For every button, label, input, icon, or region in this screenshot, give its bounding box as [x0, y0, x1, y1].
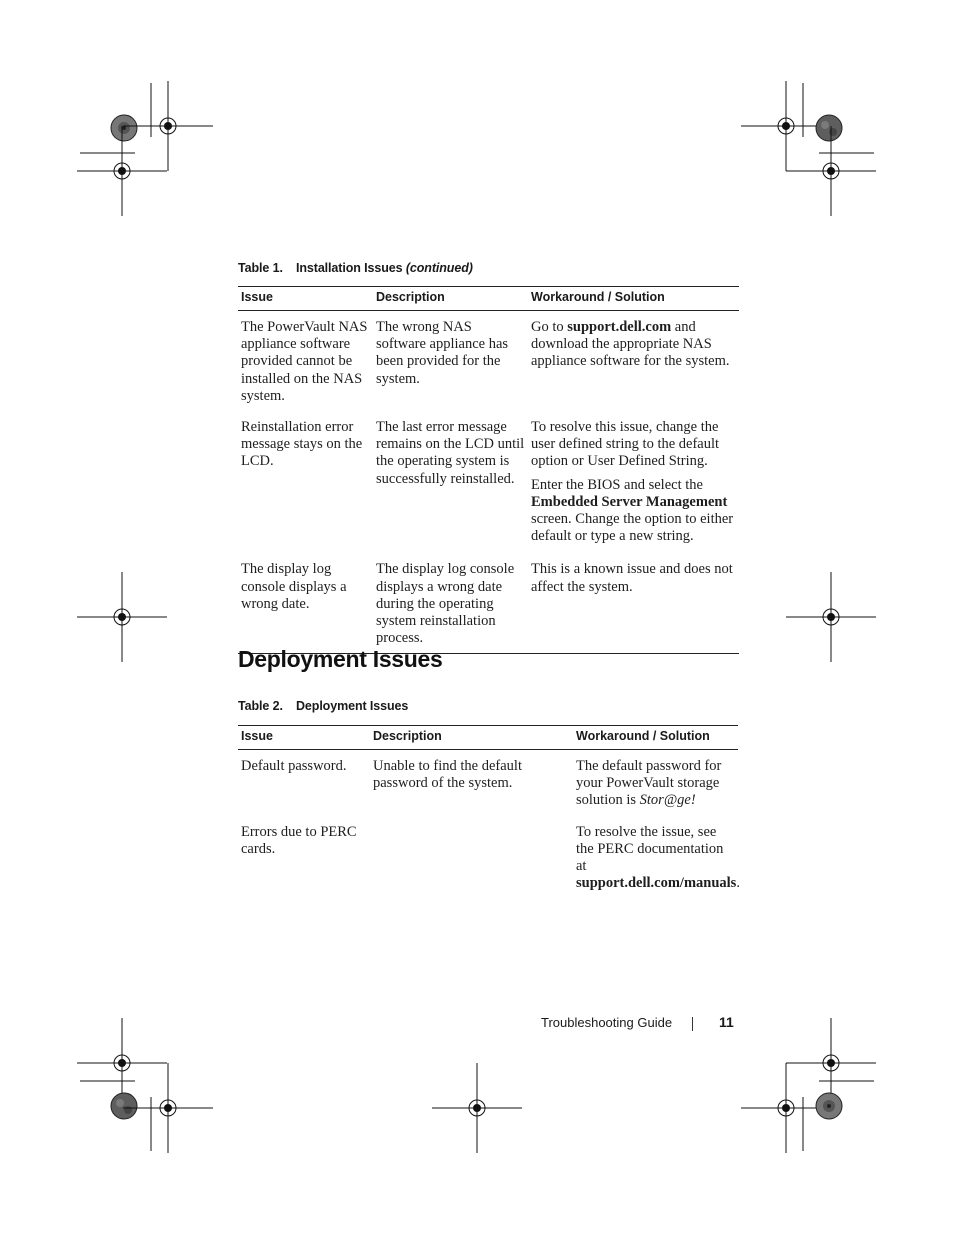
- manuals-link[interactable]: support.dell.com/manuals: [576, 875, 737, 892]
- table-row: [238, 750, 738, 818]
- mottled-mark-icon: [111, 1093, 137, 1119]
- issue-cell: The display log console displays a wrong date.: [238, 555, 373, 654]
- description-cell: The wrong NAS software appliance has been provided for the system.: [376, 319, 509, 387]
- deployment-issues-table: [238, 725, 738, 892]
- issue-cell: Default password.: [241, 758, 347, 774]
- default-password: Stor@ge!: [639, 792, 696, 809]
- solution-text: screen. Change the option to either default or type a new string.: [531, 511, 734, 545]
- column-header-solution: Workaround / Solution: [528, 287, 739, 311]
- solution-text: The default password for your PowerVault storage solution is: [576, 758, 722, 809]
- footer-divider: [692, 1017, 693, 1031]
- description-cell: [370, 818, 573, 893]
- starburst-mark-icon: [111, 115, 137, 141]
- table-row: [238, 818, 738, 893]
- solution-text: To resolve the issue, see the PERC documentation at: [576, 823, 724, 875]
- page-number: 11: [719, 1014, 734, 1030]
- support-link[interactable]: support.dell.com: [567, 319, 672, 335]
- table2-caption: [238, 699, 408, 713]
- table-header-row: [238, 287, 739, 311]
- table1-title: Installation Issues: [296, 261, 403, 275]
- table1-number: Table 1.: [238, 261, 283, 275]
- installation-issues-table: [238, 286, 739, 654]
- table-row: [238, 555, 739, 654]
- column-header-issue: Issue: [238, 726, 370, 750]
- table-header-row: [238, 726, 738, 750]
- mottled-mark-icon: [816, 115, 842, 141]
- issue-cell: The PowerVault NAS appliance software provided cannot be installed on the NAS system.: [241, 319, 368, 404]
- crosshair-mark-icon: [432, 1063, 522, 1153]
- menu-name: Embedded Server Management: [531, 493, 728, 510]
- table-row: [238, 411, 739, 555]
- crosshair-mark-icon: [77, 126, 167, 216]
- solution-paragraph: [531, 477, 736, 546]
- solution-text: .: [736, 875, 740, 892]
- description-cell: The display log console displays a wrong date during the operating system reinstallation process.: [373, 555, 528, 654]
- solution-cell: [573, 750, 738, 818]
- description-cell: Unable to find the default password of the system.: [373, 758, 522, 792]
- solution-cell: [528, 411, 739, 555]
- description-cell: The last error message remains on the LCD until the operating system is successfully reinstalled.: [376, 419, 525, 487]
- solution-cell: This is a known issue and does not affect the system.: [528, 555, 739, 654]
- table1-continued: (continued): [405, 261, 473, 275]
- table-row: [238, 311, 739, 412]
- crosshair-mark-icon: [786, 572, 876, 662]
- section-title: Deployment Issues: [238, 646, 443, 672]
- issue-cell: Reinstallation error message stays on the LCD.: [241, 419, 363, 470]
- column-header-solution: Workaround / Solution: [573, 726, 738, 750]
- crosshair-mark-icon: [786, 126, 876, 216]
- crosshair-mark-icon: [123, 81, 213, 171]
- crosshair-mark-icon: [123, 1063, 213, 1153]
- solution-text: Go to: [531, 319, 568, 335]
- issue-cell: Errors due to PERC cards.: [241, 823, 357, 857]
- starburst-mark-icon: [816, 1093, 842, 1119]
- table2-number: Table 2.: [238, 699, 283, 713]
- crosshair-mark-icon: [77, 572, 167, 662]
- solution-paragraph: To resolve this issue, change the user defined string to the default option or User Defined String.: [531, 419, 720, 470]
- solution-cell: [573, 818, 738, 893]
- guide-title: Troubleshooting Guide: [541, 1015, 673, 1030]
- table2-title: Deployment Issues: [296, 699, 409, 713]
- column-header-description: Description: [373, 287, 528, 311]
- solution-cell: [528, 311, 739, 412]
- page-footer: [541, 1014, 734, 1030]
- solution-text: Enter the BIOS and select the: [531, 476, 703, 493]
- table1-caption: [238, 261, 473, 275]
- column-header-issue: Issue: [238, 287, 373, 311]
- solution-text: and download the appropriate NAS appliance software for the system.: [531, 319, 730, 370]
- column-header-description: Description: [370, 726, 573, 750]
